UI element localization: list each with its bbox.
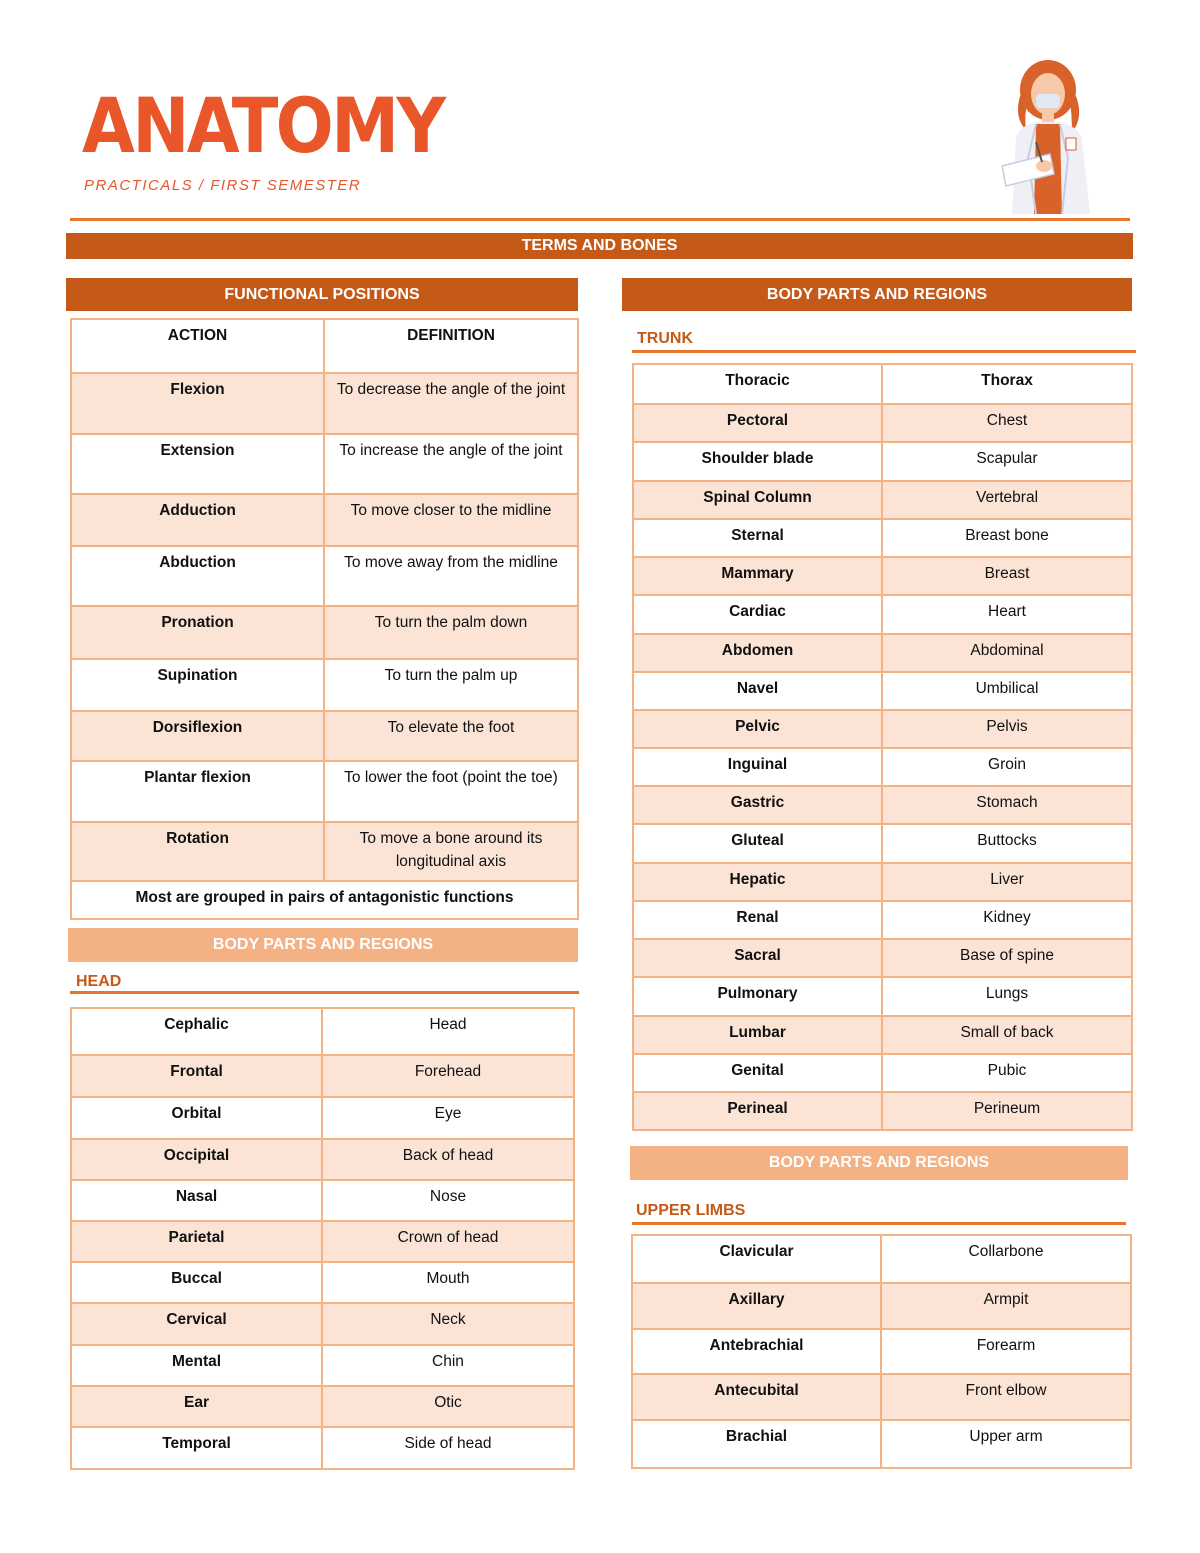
table-row xyxy=(71,494,578,546)
term-cell: Inguinal xyxy=(633,748,882,786)
term-cell: Gluteal xyxy=(633,824,882,863)
table-row xyxy=(71,1345,574,1386)
head-regions-table xyxy=(70,1007,575,1470)
term-cell: Hepatic xyxy=(633,863,882,901)
meaning-cell: Buttocks xyxy=(882,824,1132,863)
meaning-cell: Small of back xyxy=(882,1016,1132,1054)
table-row xyxy=(633,672,1132,710)
term-cell: Pectoral xyxy=(633,404,882,442)
meaning-cell: Umbilical xyxy=(882,672,1132,710)
term-cell: Supination xyxy=(71,659,324,711)
meaning-cell: Chin xyxy=(322,1345,574,1386)
table-row xyxy=(632,1283,1131,1329)
term-cell: Spinal Column xyxy=(633,481,882,519)
table-row xyxy=(633,1054,1132,1092)
term-cell: Ear xyxy=(71,1386,322,1427)
table-row xyxy=(71,1097,574,1139)
table-row xyxy=(633,863,1132,901)
term-cell: Abdomen xyxy=(633,634,882,672)
banner-label: BODY PARTS AND REGIONS xyxy=(768,1154,990,1171)
meaning-cell: Forearm xyxy=(881,1329,1131,1374)
meaning-cell: Abdominal xyxy=(882,634,1132,672)
meaning-cell: Stomach xyxy=(882,786,1132,824)
term-cell: Nasal xyxy=(71,1180,322,1221)
page-title: ANATOMY xyxy=(82,81,444,170)
meaning-cell: Thorax xyxy=(882,364,1132,404)
meaning-cell: Front elbow xyxy=(881,1374,1131,1420)
definition-cell: To move a bone around its longitudinal axis xyxy=(324,822,578,881)
term-cell: Antebrachial xyxy=(632,1329,881,1374)
table-row xyxy=(71,606,578,659)
term-cell: Brachial xyxy=(632,1420,881,1468)
term-cell: Axillary xyxy=(632,1283,881,1329)
meaning-cell: Chest xyxy=(882,404,1132,442)
meaning-cell: Upper arm xyxy=(881,1420,1131,1468)
meaning-cell: Groin xyxy=(882,748,1132,786)
table-row xyxy=(633,710,1132,748)
table-row xyxy=(633,977,1132,1016)
meaning-cell: Scapular xyxy=(882,442,1132,481)
section-divider xyxy=(632,350,1136,353)
meaning-cell: Armpit xyxy=(881,1283,1131,1329)
term-cell: Parietal xyxy=(71,1221,322,1262)
table-row xyxy=(71,373,578,434)
meaning-cell: Pubic xyxy=(882,1054,1132,1092)
column-header-definition: DEFINITION xyxy=(324,319,578,373)
trunk-regions-banner xyxy=(622,278,1132,311)
definition-cell: To turn the palm down xyxy=(324,606,578,659)
table-row xyxy=(633,1092,1132,1130)
head-regions-banner xyxy=(68,928,578,962)
terms-and-bones-banner xyxy=(66,233,1133,259)
section-title-upper-limbs: UPPER LIMBS xyxy=(636,1202,746,1219)
term-cell: Adduction xyxy=(71,494,324,546)
table-row xyxy=(633,786,1132,824)
table-row xyxy=(71,1303,574,1345)
table-row xyxy=(71,1139,574,1180)
meaning-cell: Side of head xyxy=(322,1427,574,1469)
meaning-cell: Head xyxy=(322,1008,574,1055)
term-cell: Plantar flexion xyxy=(71,761,324,822)
definition-cell: To move closer to the midline xyxy=(324,494,578,546)
table-row xyxy=(632,1329,1131,1374)
meaning-cell: Vertebral xyxy=(882,481,1132,519)
definition-cell: To increase the angle of the joint xyxy=(324,434,578,494)
meaning-cell: Otic xyxy=(322,1386,574,1427)
definition-cell: To elevate the foot xyxy=(324,711,578,761)
meaning-cell: Nose xyxy=(322,1180,574,1221)
meaning-cell: Breast xyxy=(882,557,1132,595)
table-footnote: Most are grouped in pairs of antagonistic functions xyxy=(71,881,578,919)
table-row xyxy=(633,481,1132,519)
table-row xyxy=(633,824,1132,863)
term-cell: Gastric xyxy=(633,786,882,824)
meaning-cell: Eye xyxy=(322,1097,574,1139)
term-cell: Pronation xyxy=(71,606,324,659)
table-row xyxy=(71,1055,574,1097)
meaning-cell: Mouth xyxy=(322,1262,574,1303)
table-row xyxy=(633,1016,1132,1054)
table-row xyxy=(71,822,578,881)
banner-label: FUNCTIONAL POSITIONS xyxy=(224,285,420,303)
section-divider xyxy=(632,1222,1126,1225)
table-footnote-row xyxy=(71,881,578,919)
table-row xyxy=(71,1221,574,1262)
term-cell: Perineal xyxy=(633,1092,882,1130)
meaning-cell: Forehead xyxy=(322,1055,574,1097)
term-cell: Frontal xyxy=(71,1055,322,1097)
term-cell: Mammary xyxy=(633,557,882,595)
table-row xyxy=(633,748,1132,786)
table-row xyxy=(71,1008,574,1055)
term-cell: Lumbar xyxy=(633,1016,882,1054)
term-cell: Cephalic xyxy=(71,1008,322,1055)
meaning-cell: Neck xyxy=(322,1303,574,1345)
table-row xyxy=(71,761,578,822)
term-cell: Genital xyxy=(633,1054,882,1092)
term-cell: Shoulder blade xyxy=(633,442,882,481)
term-cell: Buccal xyxy=(71,1262,322,1303)
term-cell: Clavicular xyxy=(632,1235,881,1283)
term-cell: Cardiac xyxy=(633,595,882,634)
meaning-cell: Lungs xyxy=(882,977,1132,1016)
table-row xyxy=(71,711,578,761)
table-row xyxy=(632,1374,1131,1420)
column-header-action: ACTION xyxy=(71,319,324,373)
term-cell: Orbital xyxy=(71,1097,322,1139)
table-row xyxy=(71,1427,574,1469)
table-row xyxy=(71,659,578,711)
term-cell: Rotation xyxy=(71,822,324,881)
banner-label: TERMS AND BONES xyxy=(521,237,678,254)
meaning-cell: Collarbone xyxy=(881,1235,1131,1283)
functional-positions-table xyxy=(70,318,579,920)
table-row xyxy=(633,442,1132,481)
table-row xyxy=(71,546,578,606)
functional-positions-banner xyxy=(66,278,578,311)
meaning-cell: Pelvis xyxy=(882,710,1132,748)
upper-limbs-regions-banner xyxy=(630,1146,1128,1180)
term-cell: Pulmonary xyxy=(633,977,882,1016)
table-row xyxy=(633,634,1132,672)
meaning-cell: Base of spine xyxy=(882,939,1132,977)
meaning-cell: Kidney xyxy=(882,901,1132,939)
term-cell: Sacral xyxy=(633,939,882,977)
term-cell: Pelvic xyxy=(633,710,882,748)
term-cell: Renal xyxy=(633,901,882,939)
trunk-regions-table xyxy=(632,363,1133,1131)
banner-label: BODY PARTS AND REGIONS xyxy=(766,285,988,303)
meaning-cell: Crown of head xyxy=(322,1221,574,1262)
meaning-cell: Perineum xyxy=(882,1092,1132,1130)
term-cell: Dorsiflexion xyxy=(71,711,324,761)
table-row xyxy=(633,939,1132,977)
table-row xyxy=(633,901,1132,939)
table-row xyxy=(71,434,578,494)
section-divider xyxy=(70,991,579,994)
term-cell: Abduction xyxy=(71,546,324,606)
definition-cell: To move away from the midline xyxy=(324,546,578,606)
upper-limbs-regions-table xyxy=(631,1234,1132,1469)
table-row xyxy=(632,1235,1131,1283)
term-cell: Thoracic xyxy=(633,364,882,404)
definition-cell: To decrease the angle of the joint xyxy=(324,373,578,434)
term-cell: Flexion xyxy=(71,373,324,434)
table-row xyxy=(71,1386,574,1427)
meaning-cell: Back of head xyxy=(322,1139,574,1180)
term-cell: Occipital xyxy=(71,1139,322,1180)
table-row xyxy=(633,595,1132,634)
section-title-trunk: TRUNK xyxy=(637,330,693,347)
definition-cell: To turn the palm up xyxy=(324,659,578,711)
meaning-cell: Liver xyxy=(882,863,1132,901)
term-cell: Sternal xyxy=(633,519,882,557)
table-row xyxy=(632,1420,1131,1468)
banner-label: BODY PARTS AND REGIONS xyxy=(212,936,434,953)
term-cell: Extension xyxy=(71,434,324,494)
table-row xyxy=(71,1180,574,1221)
page-subtitle: PRACTICALS / FIRST SEMESTER xyxy=(84,177,362,194)
meaning-cell: Breast bone xyxy=(882,519,1132,557)
table-row xyxy=(71,1262,574,1303)
table-row xyxy=(633,557,1132,595)
term-cell: Mental xyxy=(71,1345,322,1386)
term-cell: Navel xyxy=(633,672,882,710)
section-title-head: HEAD xyxy=(76,973,122,990)
table-row xyxy=(633,364,1132,404)
doctor-illustration-icon xyxy=(990,58,1112,214)
header-divider xyxy=(70,218,1130,221)
table-row xyxy=(633,519,1132,557)
term-cell: Cervical xyxy=(71,1303,322,1345)
definition-cell: To lower the foot (point the toe) xyxy=(324,761,578,822)
table-row xyxy=(633,404,1132,442)
term-cell: Temporal xyxy=(71,1427,322,1469)
meaning-cell: Heart xyxy=(882,595,1132,634)
term-cell: Antecubital xyxy=(632,1374,881,1420)
